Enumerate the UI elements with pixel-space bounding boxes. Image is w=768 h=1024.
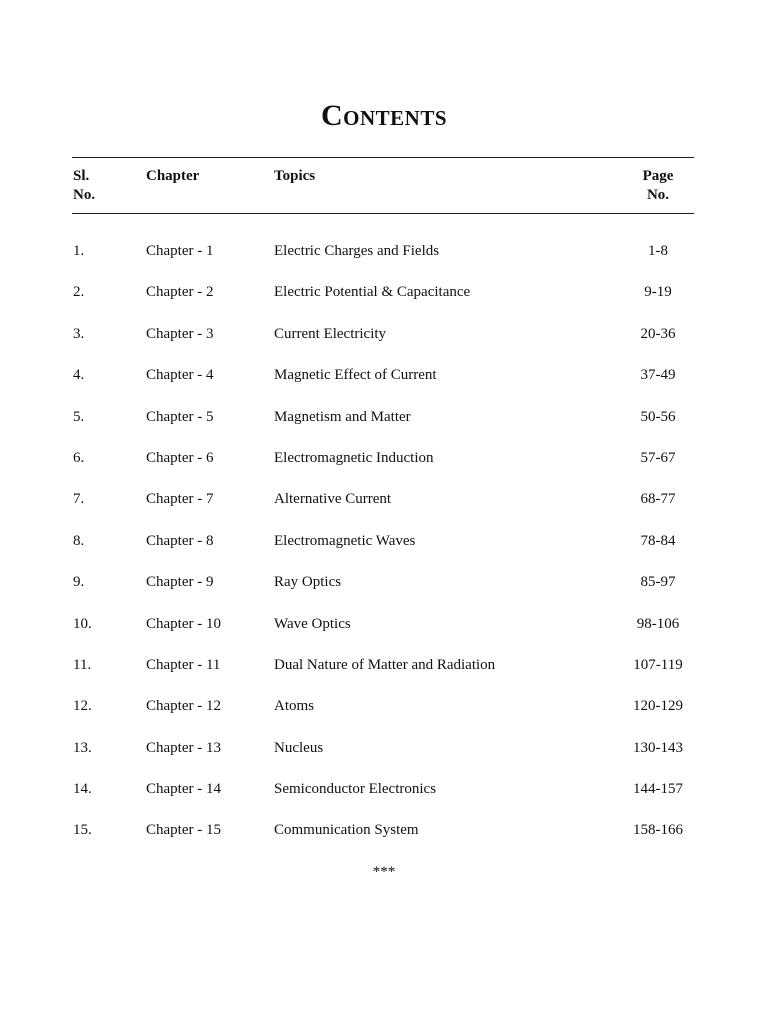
chapter-label: Chapter - 1 — [146, 243, 214, 259]
table-row — [0, 282, 768, 323]
table-row — [0, 241, 768, 282]
chapter-label: Chapter - 8 — [146, 532, 214, 549]
page-range: 130-143 — [633, 739, 683, 756]
table-row — [0, 448, 768, 489]
header-topics: Topics — [274, 168, 316, 184]
header-bottom-rule — [72, 213, 694, 214]
topic-title: Magnetic Effect of Current — [274, 367, 437, 384]
chapter-label: Chapter - 9 — [146, 574, 214, 591]
topic-title: Electromagnetic Waves — [274, 532, 416, 549]
table-row — [0, 531, 768, 572]
topic-title: Current Electricity — [274, 325, 387, 342]
page-range: 85-97 — [640, 574, 676, 591]
topic-title: Nucleus — [274, 739, 324, 756]
page-range: 57-67 — [640, 449, 676, 466]
sl-number: 11. — [73, 656, 92, 673]
page-range: 1-8 — [648, 243, 668, 259]
page-range: 144-157 — [633, 781, 683, 798]
page-range: 107-119 — [633, 656, 683, 673]
topic-title: Communication System — [274, 822, 419, 839]
table-row — [0, 779, 768, 820]
topic-title: Electric Potential & Capacitance — [274, 284, 471, 301]
chapter-label: Chapter - 12 — [146, 698, 221, 715]
page-range: 78-84 — [640, 532, 676, 549]
topic-title: Wave Optics — [274, 615, 351, 632]
table-row — [0, 365, 768, 406]
chapter-label: Chapter - 15 — [146, 822, 221, 839]
topic-title: Semiconductor Electronics — [274, 781, 437, 798]
chapter-label: Chapter - 4 — [146, 367, 214, 384]
header-sl-line2: No. — [73, 187, 96, 203]
page-range: 20-36 — [640, 325, 676, 342]
chapter-label: Chapter - 2 — [146, 284, 214, 301]
page-range: 120-129 — [633, 698, 683, 715]
table-row — [0, 572, 768, 613]
chapter-label: Chapter - 13 — [146, 739, 221, 756]
page-range: 158-166 — [633, 822, 683, 839]
page-range: 68-77 — [640, 491, 676, 508]
sl-number: 4. — [73, 367, 85, 384]
page-range: 98-106 — [636, 615, 680, 632]
chapter-label: Chapter - 6 — [146, 449, 214, 466]
sl-number: 3. — [73, 325, 85, 342]
page-title: Contents — [320, 99, 448, 132]
sl-number: 9. — [73, 574, 85, 591]
topic-title: Electromagnetic Induction — [274, 449, 434, 466]
topic-title: Dual Nature of Matter and Radiation — [274, 656, 496, 673]
table-row — [0, 614, 768, 655]
sl-number: 10. — [73, 615, 92, 632]
chapter-label: Chapter - 7 — [146, 491, 214, 508]
sl-number: 5. — [73, 408, 85, 425]
header-page-line1: Page — [642, 168, 674, 184]
page-range: 37-49 — [640, 367, 676, 384]
sl-number: 15. — [73, 822, 92, 839]
topic-title: Alternative Current — [274, 491, 392, 508]
topic-title: Atoms — [274, 698, 315, 715]
table-row — [0, 407, 768, 448]
sl-number: 6. — [73, 449, 85, 466]
header-page-line2: No. — [646, 187, 670, 203]
sl-number: 12. — [73, 698, 92, 715]
table-header — [0, 167, 768, 211]
topic-title: Magnetism and Matter — [274, 408, 411, 425]
topic-title: Electric Charges and Fields — [274, 243, 440, 259]
page-range: 9-19 — [644, 284, 672, 301]
end-mark: *** — [372, 864, 396, 880]
contents-table — [0, 241, 768, 862]
chapter-label: Chapter - 10 — [146, 615, 221, 632]
table-row — [0, 324, 768, 365]
chapter-label: Chapter - 3 — [146, 325, 214, 342]
header-chapter: Chapter — [146, 168, 200, 184]
sl-number: 1. — [73, 243, 85, 259]
sl-number: 14. — [73, 781, 92, 798]
chapter-label: Chapter - 5 — [146, 408, 214, 425]
sl-number: 13. — [73, 739, 92, 756]
chapter-label: Chapter - 14 — [146, 781, 221, 798]
header-sl-line1: Sl. — [73, 168, 90, 184]
table-row — [0, 696, 768, 737]
table-row — [0, 820, 768, 861]
header-page-no — [618, 167, 698, 205]
page-range: 50-56 — [640, 408, 676, 425]
chapter-label: Chapter - 11 — [146, 656, 221, 673]
sl-number: 7. — [73, 491, 85, 508]
table-row — [0, 738, 768, 779]
header-top-rule — [72, 157, 694, 158]
table-row — [0, 655, 768, 696]
sl-number: 2. — [73, 284, 85, 301]
topic-title: Ray Optics — [274, 574, 342, 591]
header-sl-no — [73, 167, 133, 205]
table-row — [0, 489, 768, 530]
sl-number: 8. — [73, 532, 85, 549]
